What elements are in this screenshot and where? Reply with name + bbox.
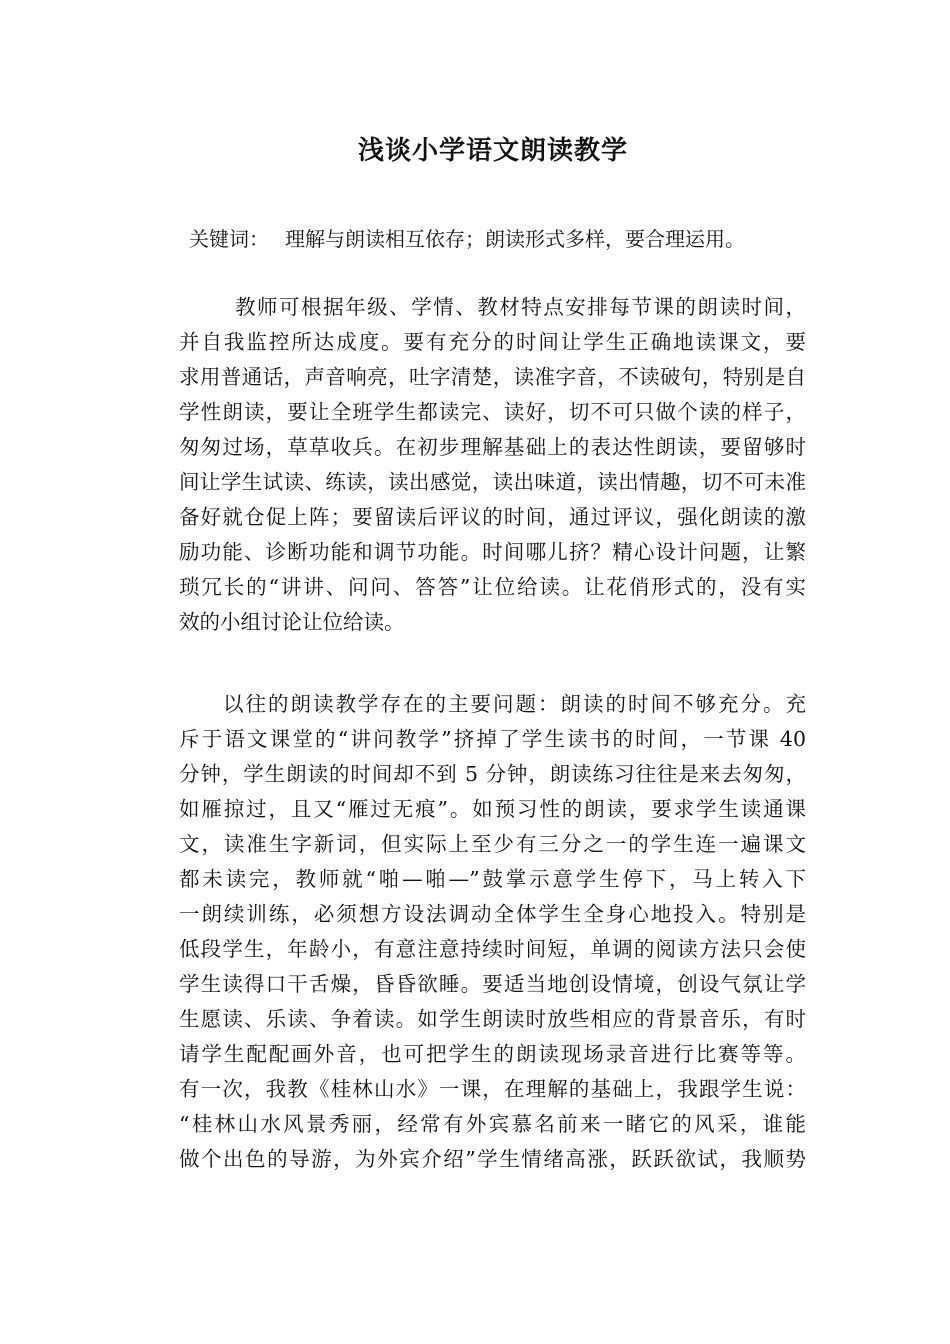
paragraph-line: 学生读得口干舌燥，昏昏欲睡。要适当地创设情境，创设气氛让学 xyxy=(179,972,806,996)
paragraph-2 xyxy=(179,687,806,1177)
paragraph-line: 琐冗长的“讲讲、问问、答答”让位给读。让花俏形式的，没有实 xyxy=(179,575,806,599)
paragraph-line: 生愿读、乐读、争着读。如学生朗读时放些相应的背景音乐，有时 xyxy=(179,1007,806,1031)
paragraph-line: 分钟，学生朗读的时间却不到 5 分钟，朗读练习往往是来去匆匆， xyxy=(179,762,806,786)
paragraph-line: 做个出色的导游，为外宾介绍”学生情绪高涨，跃跃欲试，我顺势 xyxy=(179,1147,806,1171)
paragraph-line: 有一次，我教《桂林山水》一课，在理解的基础上，我跟学生说： xyxy=(179,1077,806,1101)
paragraph-line: 求用普通话，声音响亮，吐字清楚，读准字音，不读破句，特别是自 xyxy=(179,365,806,389)
paragraph-line: 都未读完，教师就“啪—啪—”鼓掌示意学生停下，马上转入下 xyxy=(179,867,806,891)
paragraph-line: 学性朗读，要让全班学生都读完、读好，切不可只做个读的样子， xyxy=(179,400,806,424)
paragraph-1 xyxy=(179,290,806,640)
paragraph-line: 匆匆过场，草草收兵。在初步理解基础上的表达性朗读，要留够时 xyxy=(179,435,806,459)
paragraph-line: 教师可根据年级、学情、教材特点安排每节课的朗读时间， xyxy=(235,295,806,319)
paragraph-line: 请学生配配画外音，也可把学生的朗读现场录音进行比赛等等。 xyxy=(179,1042,806,1066)
keywords-text: 理解与朗读相互依存；朗读形式多样，要合理运用。 xyxy=(285,227,745,251)
paragraph-line: 一朗续训练，必须想方设法调动全体学生全身心地投入。特别是 xyxy=(179,902,806,926)
paragraph-line: 如雁掠过，且又“雁过无痕”。如预习性的朗读，要求学生读通课 xyxy=(179,797,806,821)
paragraph-line: 备好就仓促上阵；要留读后评议的时间，通过评议，强化朗读的激 xyxy=(179,505,806,529)
paragraph-line: 并自我监控所达成度。要有充分的时间让学生正确地读课文，要 xyxy=(179,330,806,354)
paragraph-line: “桂林山水风景秀丽，经常有外宾慕名前来一睹它的风采，谁能 xyxy=(179,1112,806,1136)
paragraph-line: 低段学生，年龄小，有意注意持续时间短，单调的阅读方法只会使 xyxy=(179,937,806,961)
keywords-label: 关键词： xyxy=(189,227,269,251)
paragraph-line: 励功能、诊断功能和调节功能。时间哪儿挤？精心设计问题，让繁 xyxy=(179,540,806,564)
paragraph-line: 以往的朗读教学存在的主要问题：朗读的时间不够充分。充 xyxy=(223,692,806,716)
paragraph-line: 间让学生试读、练读，读出感觉，读出味道，读出情趣，切不可未准 xyxy=(179,470,806,494)
keywords-line xyxy=(189,222,839,256)
paragraph-line: 效的小组讨论让位给读。 xyxy=(179,610,405,634)
document-title: 浅谈小学语文朗读教学 xyxy=(357,136,628,166)
paragraph-line: 斥于语文课堂的“讲问教学”挤掉了学生读书的时间，一节课 40 xyxy=(179,727,806,751)
paragraph-line: 文，读准生字新词，但实际上至少有三分之一的学生连一遍课文 xyxy=(179,832,806,856)
